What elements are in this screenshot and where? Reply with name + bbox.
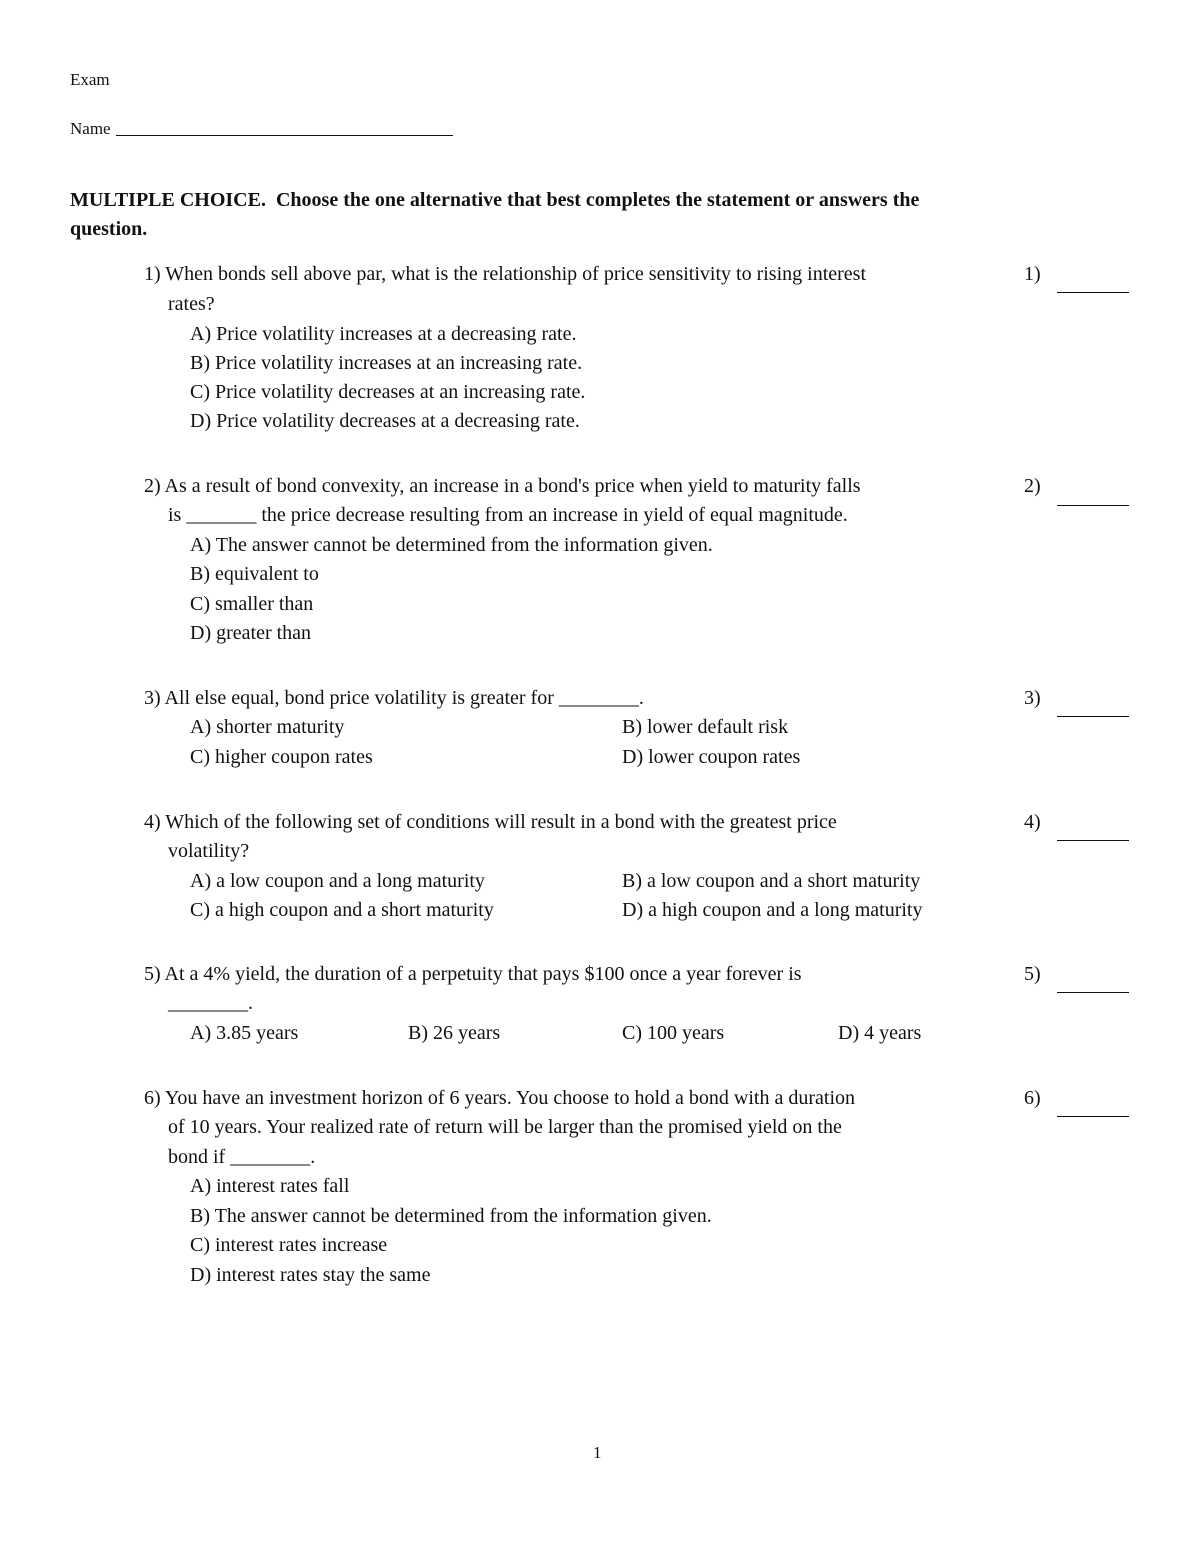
question-stem: 1) When bonds sell above par, what is the relationship of price sensitivity to rising interest xyxy=(144,263,867,285)
answer-option[interactable]: C) Price volatility decreases at an increasing rate. xyxy=(190,381,586,403)
answer-option[interactable]: C) interest rates increase xyxy=(190,1234,388,1256)
question-stem: ________. xyxy=(168,992,253,1014)
question-stem: 6) You have an investment horizon of 6 years. You choose to hold a bond with a duration xyxy=(144,1087,856,1109)
answer-option[interactable]: A) interest rates fall xyxy=(190,1175,350,1197)
answer-option[interactable]: C) smaller than xyxy=(190,593,314,615)
answer-blank[interactable] xyxy=(1057,505,1129,506)
answer-blank[interactable] xyxy=(1057,292,1129,293)
answer-option[interactable]: D) greater than xyxy=(190,622,312,644)
answer-option[interactable]: B) a low coupon and a short maturity xyxy=(622,870,921,892)
answer-blank[interactable] xyxy=(1057,840,1129,841)
question-stem: 3) All else equal, bond price volatility is greater for ________. xyxy=(144,687,644,709)
question-stem: of 10 years. Your realized rate of return will be larger than the promised yield on the xyxy=(168,1116,842,1138)
answer-option[interactable]: B) equivalent to xyxy=(190,563,319,585)
question-stem: 2) As a result of bond convexity, an increase in a bond's price when yield to maturity falls xyxy=(144,475,861,497)
answer-option[interactable]: B) Price volatility increases at an increasing rate. xyxy=(190,352,583,374)
question-stem: 4) Which of the following set of conditions will result in a bond with the greatest price xyxy=(144,811,837,833)
answer-number: 2) xyxy=(1024,475,1041,497)
answer-option[interactable]: C) 100 years xyxy=(622,1022,725,1044)
answer-option[interactable]: A) Price volatility increases at a decreasing rate. xyxy=(190,323,577,345)
answer-number: 3) xyxy=(1024,687,1041,709)
answer-number: 5) xyxy=(1024,963,1041,985)
question-stem: bond if ________. xyxy=(168,1146,316,1168)
answer-option[interactable]: C) a high coupon and a short maturity xyxy=(190,899,494,921)
answer-option[interactable]: C) higher coupon rates xyxy=(190,746,373,768)
answer-option[interactable]: A) a low coupon and a long maturity xyxy=(190,870,485,892)
instructions-line-1 xyxy=(70,186,919,216)
question-stem: volatility? xyxy=(168,840,250,862)
instructions-lead: MULTIPLE CHOICE. xyxy=(70,189,266,211)
name-label: Name xyxy=(70,119,111,138)
answer-option[interactable]: A) shorter maturity xyxy=(190,716,345,738)
page-number: 1 xyxy=(593,1443,602,1462)
answer-option[interactable]: B) The answer cannot be determined from the information given. xyxy=(190,1205,712,1227)
answer-number: 1) xyxy=(1024,263,1041,285)
question-stem: is _______ the price decrease resulting from an increase in yield of equal magnitude. xyxy=(168,504,848,526)
answer-blank[interactable] xyxy=(1057,992,1129,993)
answer-option[interactable]: A) The answer cannot be determined from the information given. xyxy=(190,534,713,556)
answer-option[interactable]: D) lower coupon rates xyxy=(622,746,801,768)
exam-label: Exam xyxy=(70,70,110,89)
answer-option[interactable]: D) Price volatility decreases at a decreasing rate. xyxy=(190,410,580,432)
answer-option[interactable]: D) interest rates stay the same xyxy=(190,1264,431,1286)
answer-option[interactable]: B) lower default risk xyxy=(622,716,789,738)
answer-blank[interactable] xyxy=(1057,716,1129,717)
answer-option[interactable]: B) 26 years xyxy=(408,1022,501,1044)
question-stem: 5) At a 4% yield, the duration of a perpetuity that pays $100 once a year forever is xyxy=(144,963,802,985)
answer-option[interactable]: D) 4 years xyxy=(838,1022,922,1044)
instructions-line-2: question. xyxy=(70,218,148,240)
answer-number: 6) xyxy=(1024,1087,1041,1109)
question-stem: rates? xyxy=(168,293,215,315)
answer-blank[interactable] xyxy=(1057,1116,1129,1117)
answer-option[interactable]: A) 3.85 years xyxy=(190,1022,299,1044)
answer-option[interactable]: D) a high coupon and a long maturity xyxy=(622,899,923,921)
name-blank-line[interactable] xyxy=(116,135,453,136)
instructions-text: Choose the one alternative that best completes the statement or answers the xyxy=(275,189,920,211)
answer-number: 4) xyxy=(1024,811,1041,833)
